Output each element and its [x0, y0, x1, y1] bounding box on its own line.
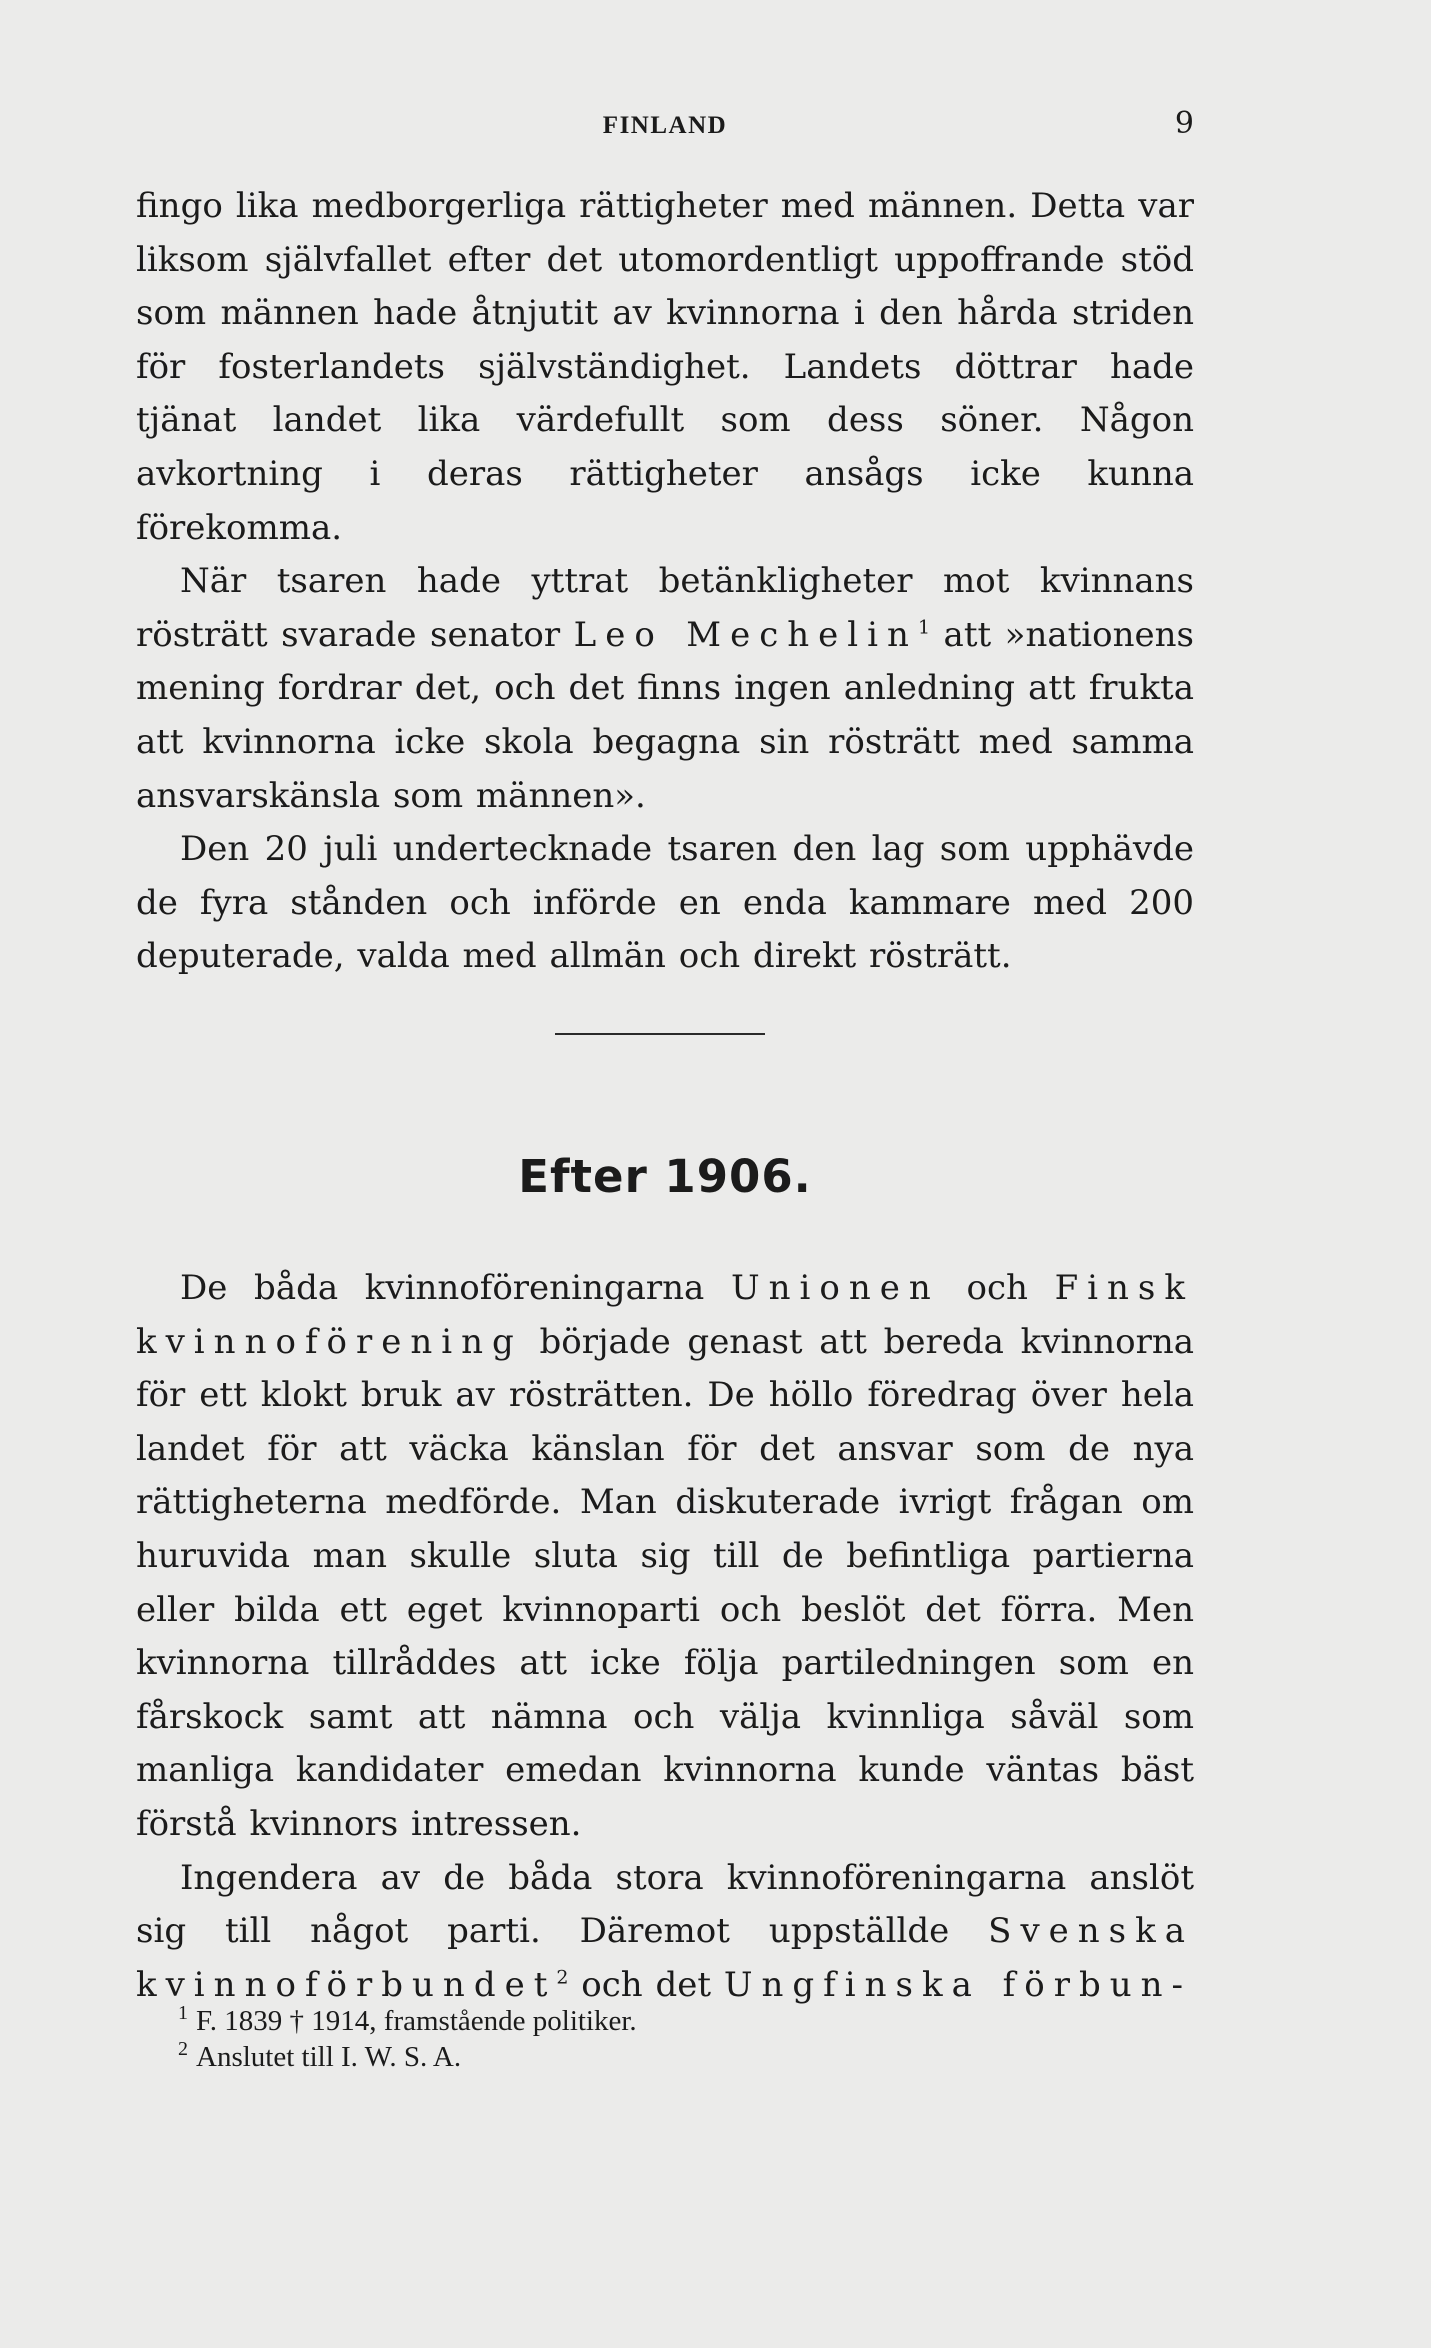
body-text-lower [136, 1262, 1194, 2012]
paragraph-4-text-a: De båda kvinnoföreningarna [180, 1268, 731, 1308]
paragraph-3: Den 20 juli undertecknade tsaren den lag som upphävde de fyra stånden och införde en enda kammare med 200 deputerade, valda med allmän och direkt rösträtt. [136, 829, 1194, 977]
paragraph-4-text-b: och [939, 1268, 1055, 1308]
paragraph-4-text-c: började genast att bereda kvinnorna för ett klokt bruk av rösträtten. De höllo föredrag över hela landet för att väcka känslan för det ansvar som de nya rättigheterna medförde. Man diskuterade ivrigt frågan om huruvida man skulle sluta sig till de befintliga partierna eller bilda ett eget kvinnoparti och beslöt det förra. Men kvinnorna tillråddes att icke följa partiledningen som en fårskock samt att nämna och välja kvinnliga såväl som manliga kandidater emedan kvinnorna kunde väntas bäst förstå kvinnors intressen. [136, 1321, 1194, 1844]
section-heading: Efter 1906. [518, 1150, 812, 1203]
paragraph-2 [136, 555, 1194, 823]
paragraph-4 [136, 1262, 1194, 1852]
page-header [136, 106, 1194, 150]
paragraph-2-text-b: att »nationens mening fordrar det, och det finns ingen anledning att frukta att kvinnorna icke skola begagna sin rösträtt med samma ansvarskänsla som männen». [136, 614, 1194, 816]
footnote-2 [178, 2039, 1078, 2075]
spaced-org-svenska-kvinnoforbundet: Svenska kvinnoförbundet [136, 1911, 1194, 2005]
footnote-1-text: F. 1839 † 1914, framstående politiker. [196, 2005, 637, 2037]
page-number: 9 [1174, 106, 1194, 141]
footnote-1 [178, 2003, 1078, 2039]
paragraph-2-text-a: När tsaren hade yttrat betänkligheter mot kvinnans rösträtt svarade senator [136, 561, 1194, 655]
section-divider [555, 1033, 765, 1035]
paragraph-5 [136, 1852, 1194, 2013]
paragraph-5-text-a: Ingendera av de båda stora kvinnoföreningarna anslöt sig till något parti. Däremot uppställde [136, 1857, 1194, 1952]
paragraph-5-text-b: och det [568, 1964, 724, 2005]
spaced-org-unionen: Unionen [730, 1268, 940, 1308]
footnote-1-mark: 1 [178, 2002, 188, 2025]
running-head: FINLAND [602, 112, 728, 139]
paragraph-1: fingo lika medborgerliga rättigheter med männen. Detta var liksom självfallet efter det utomordentligt uppoffrande stöd som männen hade åtnjutit av kvinnorna i den hårda striden för fosterlandets självständighet. Landets döttrar hade tjänat landet lika värdefullt som dess söner. Någon avkortning i deras rättigheter ansågs icke kunna förekomma. [136, 186, 1194, 548]
footnote-2-text: Anslutet till I. W. S. A. [196, 2041, 462, 2073]
body-text-upper [136, 180, 1194, 984]
spaced-name-leo-mechelin: Leo Mechelin [573, 614, 918, 655]
footnote-2-mark: 2 [178, 2038, 188, 2061]
footnote-ref-2: 2 [556, 1966, 569, 1989]
footnote-ref-1: 1 [917, 616, 931, 639]
spaced-org-finsk-kvinnoforening: Finsk kvinnoförening [136, 1268, 1194, 1362]
spaced-org-ungfinska-forbundet: Ungfinska förbun- [723, 1964, 1193, 2005]
footnotes [178, 2003, 1078, 2075]
